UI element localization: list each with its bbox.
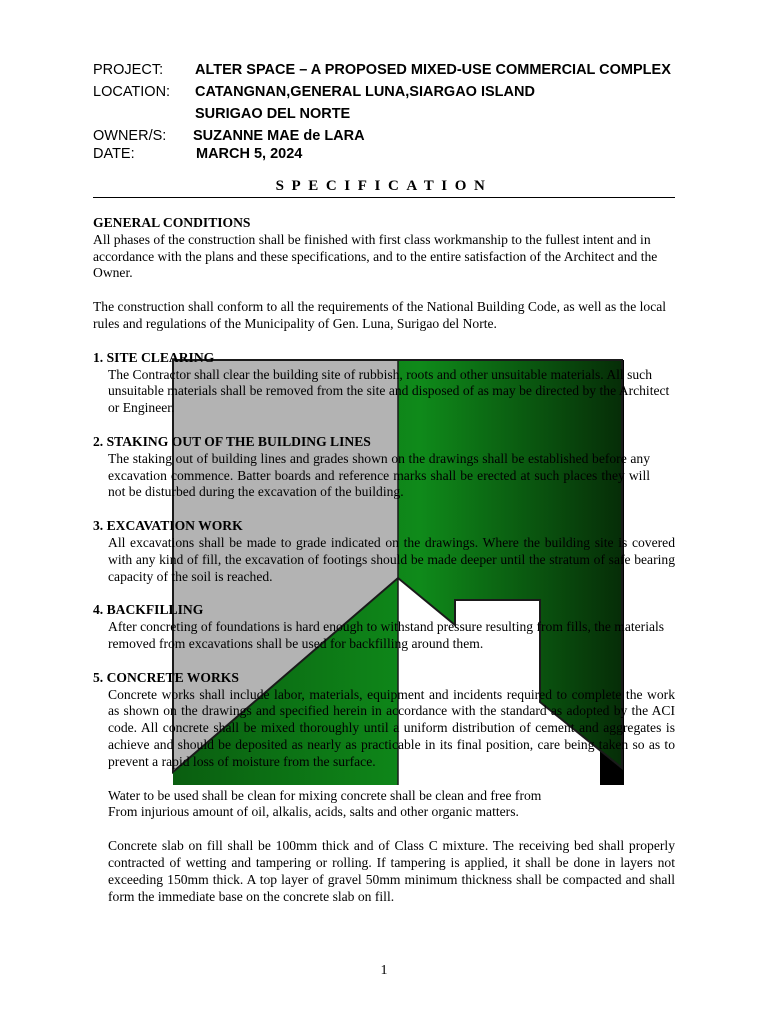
date-value: MARCH 5, 2024 [196,146,303,162]
backfilling-heading: 4. BACKFILLING [93,602,204,618]
location-label: LOCATION: [93,84,171,100]
slab-on-fill-text: Concrete slab on fill shall be 100mm thick and of Class C mixture. The receiving bed shall properly contracted of wetting and tampering or rolling. If tampering is applied, it shall be done in layers not exceeding 150mm thick. A top layer of gravel 50mm minimum thickness shall be compacted and shall form the immediate base on the concrete slab on fill. [108,838,675,904]
site-clearing-heading: 1. SITE CLEARING [93,349,215,365]
water-text-2: From injurious amount of oil, alkalis, acids, salts and other organic matters. [108,804,519,820]
project-label: PROJECT: [93,62,164,78]
specification-body [93,215,675,905]
excavation-heading: 3. EXCAVATION WORK [93,518,243,534]
location-value-1: CATANGNAN,GENERAL LUNA,SIARGAO ISLAND [195,84,535,100]
page-number: 1 [380,963,388,978]
location-value-2: SURIGAO DEL NORTE [195,106,351,122]
general-conditions-text: All phases of the construction shall be finished with first class workmanship to the fullest intent and in accordance with the plans and these specifications, and to the entire satisfaction of the Architect and the Owner. [93,231,658,281]
water-text-1: Water to be used shall be clean for mixing concrete shall be clean and free from [108,787,542,803]
site-clearing-text: The Contractor shall clear the building site of rubbish, roots and other unsuitable materials. All such unsuitable materials shall be removed from the site and disposed of as may be directed by the Architect or Engineer. [108,366,670,416]
title-underline [93,197,675,198]
staking-text: The staking out of building lines and grades shown on the drawings shall be established before any excavation commence. Batter boards and reference marks shall be erected at such places they will not be disturbed during the excavation of the building. [108,450,650,500]
excavation-text: All excavations shall be made to grade indicated on the drawings. Where the building site is covered with any kind of fill, the excavation of footings should be made deeper until the stratum of safe bearing capacity of the soil is reached. [108,534,675,584]
specification-title: SPECIFICATION [275,178,493,194]
concrete-works-text: Concrete works shall include labor, materials, equipment and incidents required to complete the work as shown on the drawings and specified herein in accordance with the standard as adopted by the ACI code. All concrete shall be mixed thoroughly until a uniform distribution of cement and aggregates is achieve and should be deposited as nearly as practicable in its final position, care being taken so as to prevent a rapid loss of moisture from the surface. [108,686,675,769]
general-conditions-heading: GENERAL CONDITIONS [93,215,251,230]
date-label: DATE: [93,146,135,162]
owner-value: SUZANNE MAE de LARA [193,128,365,144]
project-value: ALTER SPACE – A PROPOSED MIXED-USE COMMERCIAL COMPLEX [195,62,671,78]
concrete-works-heading: 5. CONCRETE WORKS [93,669,239,685]
staking-heading: 2. STAKING OUT OF THE BUILDING LINES [93,433,371,449]
owner-label: OWNER/S: [93,128,167,144]
building-code-text: The construction shall conform to all the requirements of the National Building Code, as well as the local rules and regulations of the Municipality of Gen. Luna, Surigao del Norte. [93,299,667,331]
backfilling-text: After concreting of foundations is hard enough to withstand pressure resulting from fills, the materials removed from excavations shall be used for backfilling around them. [108,619,665,651]
